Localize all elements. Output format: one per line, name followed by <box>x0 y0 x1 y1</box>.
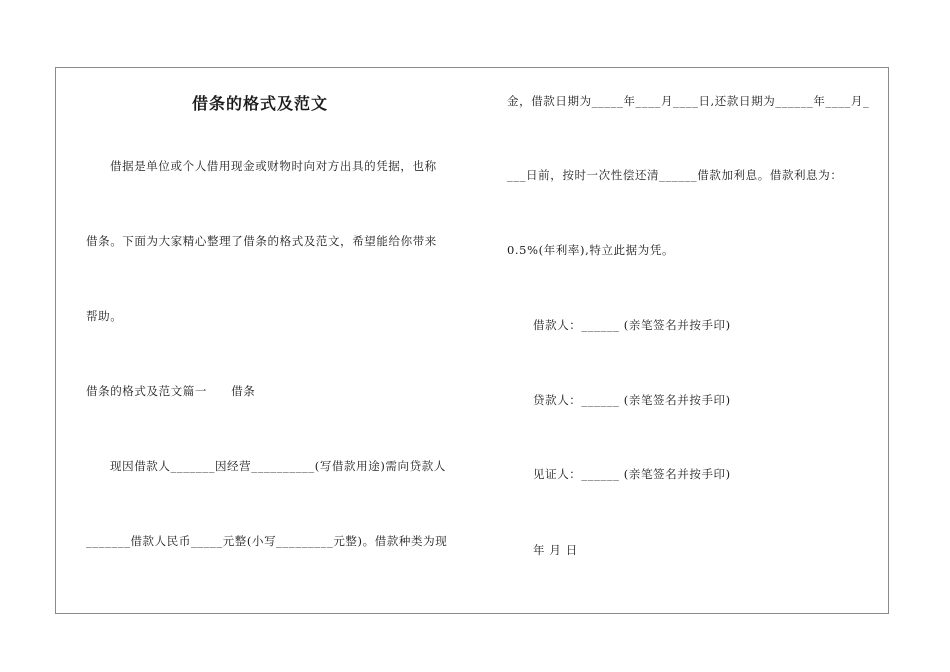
paragraph-line-4: 现因借款人_______因经营__________(写借款用途)需向贷款人 <box>110 459 446 473</box>
borrower-signature-line: 借款人：______ (亲笔签名并按手印) <box>533 318 731 332</box>
paragraph-line-2: 借条。下面为大家精心整理了借条的格式及范文，希望能给你带来 <box>86 234 437 248</box>
paragraph-line-1: 借据是单位或个人借用现金或财物时向对方出具的凭据，也称 <box>110 159 437 173</box>
page-frame <box>55 67 889 614</box>
document-title: 借条的格式及范文 <box>192 94 329 113</box>
paragraph-line-3: 帮助。 <box>86 309 123 323</box>
date-line: 年 月 日 <box>533 543 578 557</box>
section-heading: 借条的格式及范文篇一 借条 <box>86 384 256 398</box>
witness-signature-line: 见证人：______ (亲笔签名并按手印) <box>533 467 731 481</box>
paragraph-line-6: 金，借款日期为_____年____月____日,还款日期为______年____月_ <box>507 94 870 108</box>
paragraph-line-8: 0.5%(年利率),特立此据为凭。 <box>507 243 675 257</box>
paragraph-line-7: ___日前，按时一次性偿还清______借款加利息。借款利息为： <box>507 168 843 182</box>
paragraph-line-5: _______借款人民币_____元整(小写_________元整)。借款种类为现 <box>86 534 448 548</box>
lender-signature-line: 贷款人：______ (亲笔签名并按手印) <box>533 393 731 407</box>
